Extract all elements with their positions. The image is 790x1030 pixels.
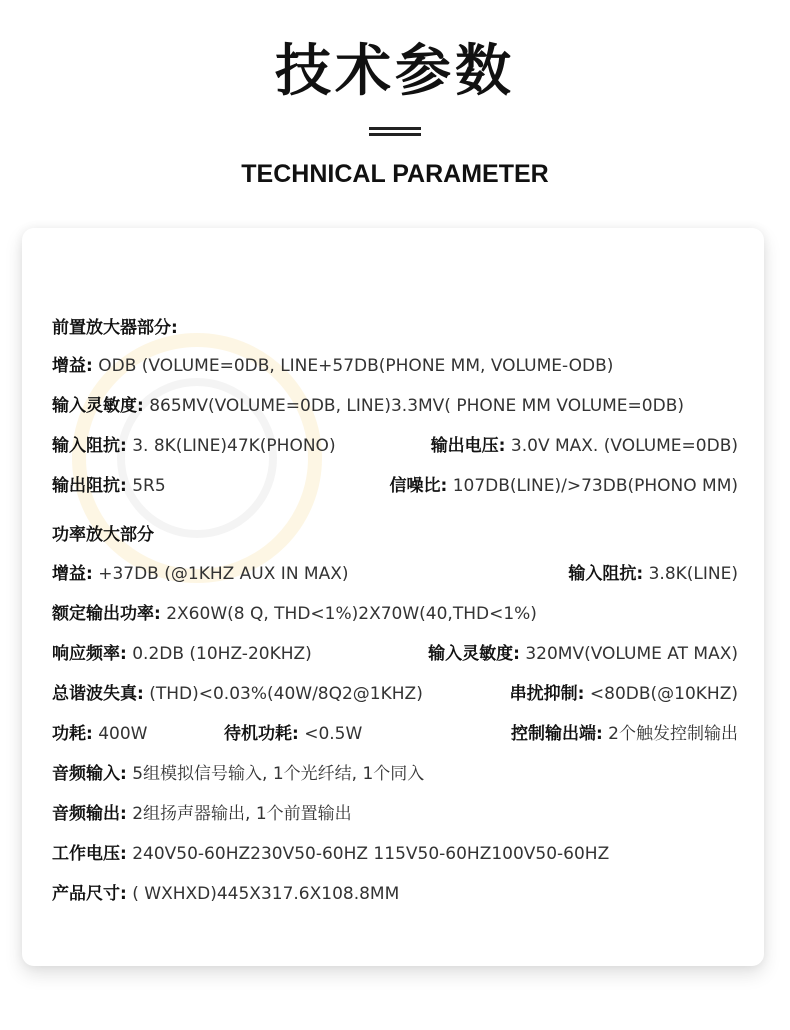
spec-label: 信噪比:	[389, 476, 448, 496]
spec-row	[52, 762, 738, 786]
spec-value: 320MV(VOLUME AT MAX)	[525, 644, 738, 664]
spec-value: <0.5W	[304, 724, 363, 744]
spec-label: 输入灵敏度:	[428, 644, 520, 664]
spec-row	[52, 682, 738, 706]
spec-label: 响应频率:	[52, 644, 127, 664]
spec-value: <80DB(@10KHZ)	[589, 684, 738, 704]
spec-row	[52, 802, 738, 826]
spec-row	[52, 602, 738, 626]
spec-label: 额定输出功率:	[52, 604, 161, 624]
spec-card	[22, 228, 764, 966]
page-subtitle: TECHNICAL PARAMETER	[241, 160, 549, 188]
spec-row	[52, 434, 738, 458]
spec-row	[52, 882, 738, 906]
spec-row	[52, 562, 738, 586]
spec-row	[52, 842, 738, 866]
spec-label: 串扰抑制:	[509, 684, 585, 704]
spec-label: 控制输出端:	[510, 724, 603, 744]
spec-label: 输入灵敏度:	[52, 396, 144, 416]
spec-label: 输入阻抗:	[52, 436, 127, 456]
spec-value: +37DB (@1KHZ AUX IN MAX)	[98, 564, 349, 584]
spec-value: 2X60W(8 Q, THD<1%)2X70W(40,THD<1%)	[166, 604, 537, 624]
spec-value: 3.8K(LINE)	[648, 564, 738, 584]
spec-value: 240V50-60HZ230V50-60HZ 115V50-60HZ100V50-60HZ	[132, 844, 610, 864]
spec-label: 总谐波失真:	[52, 684, 144, 704]
spec-row	[52, 642, 738, 666]
spec-value: (THD)<0.03%(40W/8Q2@1KHZ)	[149, 684, 423, 704]
spec-value: ( WXHXD)445X317.6X108.8MM	[132, 884, 400, 904]
spec-label: 产品尺寸:	[52, 884, 127, 904]
section-title-preamp: 前置放大器部分:	[52, 318, 178, 338]
spec-value: 5R5	[132, 476, 166, 496]
spec-value: 2个触发控制输出	[608, 724, 738, 744]
spec-label: 增益:	[52, 356, 93, 376]
spec-label: 功耗:	[52, 724, 93, 744]
spec-value: 0.2DB (10HZ-20KHZ)	[132, 644, 312, 664]
spec-row	[52, 394, 738, 418]
spec-label: 输入阻抗:	[568, 564, 644, 584]
spec-row	[52, 722, 738, 746]
spec-value: 865MV(VOLUME=0DB, LINE)3.3MV( PHONE MM VOLUME=0DB)	[149, 396, 684, 416]
spec-value: 400W	[98, 724, 148, 744]
spec-label: 增益:	[52, 564, 93, 584]
spec-label: 音频输出:	[52, 804, 127, 824]
page-title: 技术参数	[275, 39, 515, 104]
spec-label: 待机功耗:	[224, 724, 299, 744]
section-title-poweramp: 功率放大部分	[52, 525, 154, 545]
spec-label: 输出阻抗:	[52, 476, 127, 496]
spec-row	[52, 474, 738, 498]
spec-row	[52, 354, 738, 378]
spec-value: 3. 8K(LINE)47K(PHONO)	[132, 436, 336, 456]
spec-value: 5组模拟信号输入, 1个光纤结, 1个同入	[132, 764, 425, 784]
spec-value: 2组扬声器输出, 1个前置输出	[132, 804, 352, 824]
spec-label: 音频输入:	[52, 764, 127, 784]
spec-value: 107DB(LINE)/>73DB(PHONO MM)	[452, 476, 738, 496]
spec-label: 工作电压:	[52, 844, 127, 864]
spec-label: 输出电压:	[430, 436, 506, 456]
spec-value: 3.0V MAX. (VOLUME=0DB)	[510, 436, 738, 456]
title-divider	[369, 127, 421, 139]
spec-value: ODB (VOLUME=0DB, LINE+57DB(PHONE MM, VOLUME-ODB)	[98, 356, 614, 376]
